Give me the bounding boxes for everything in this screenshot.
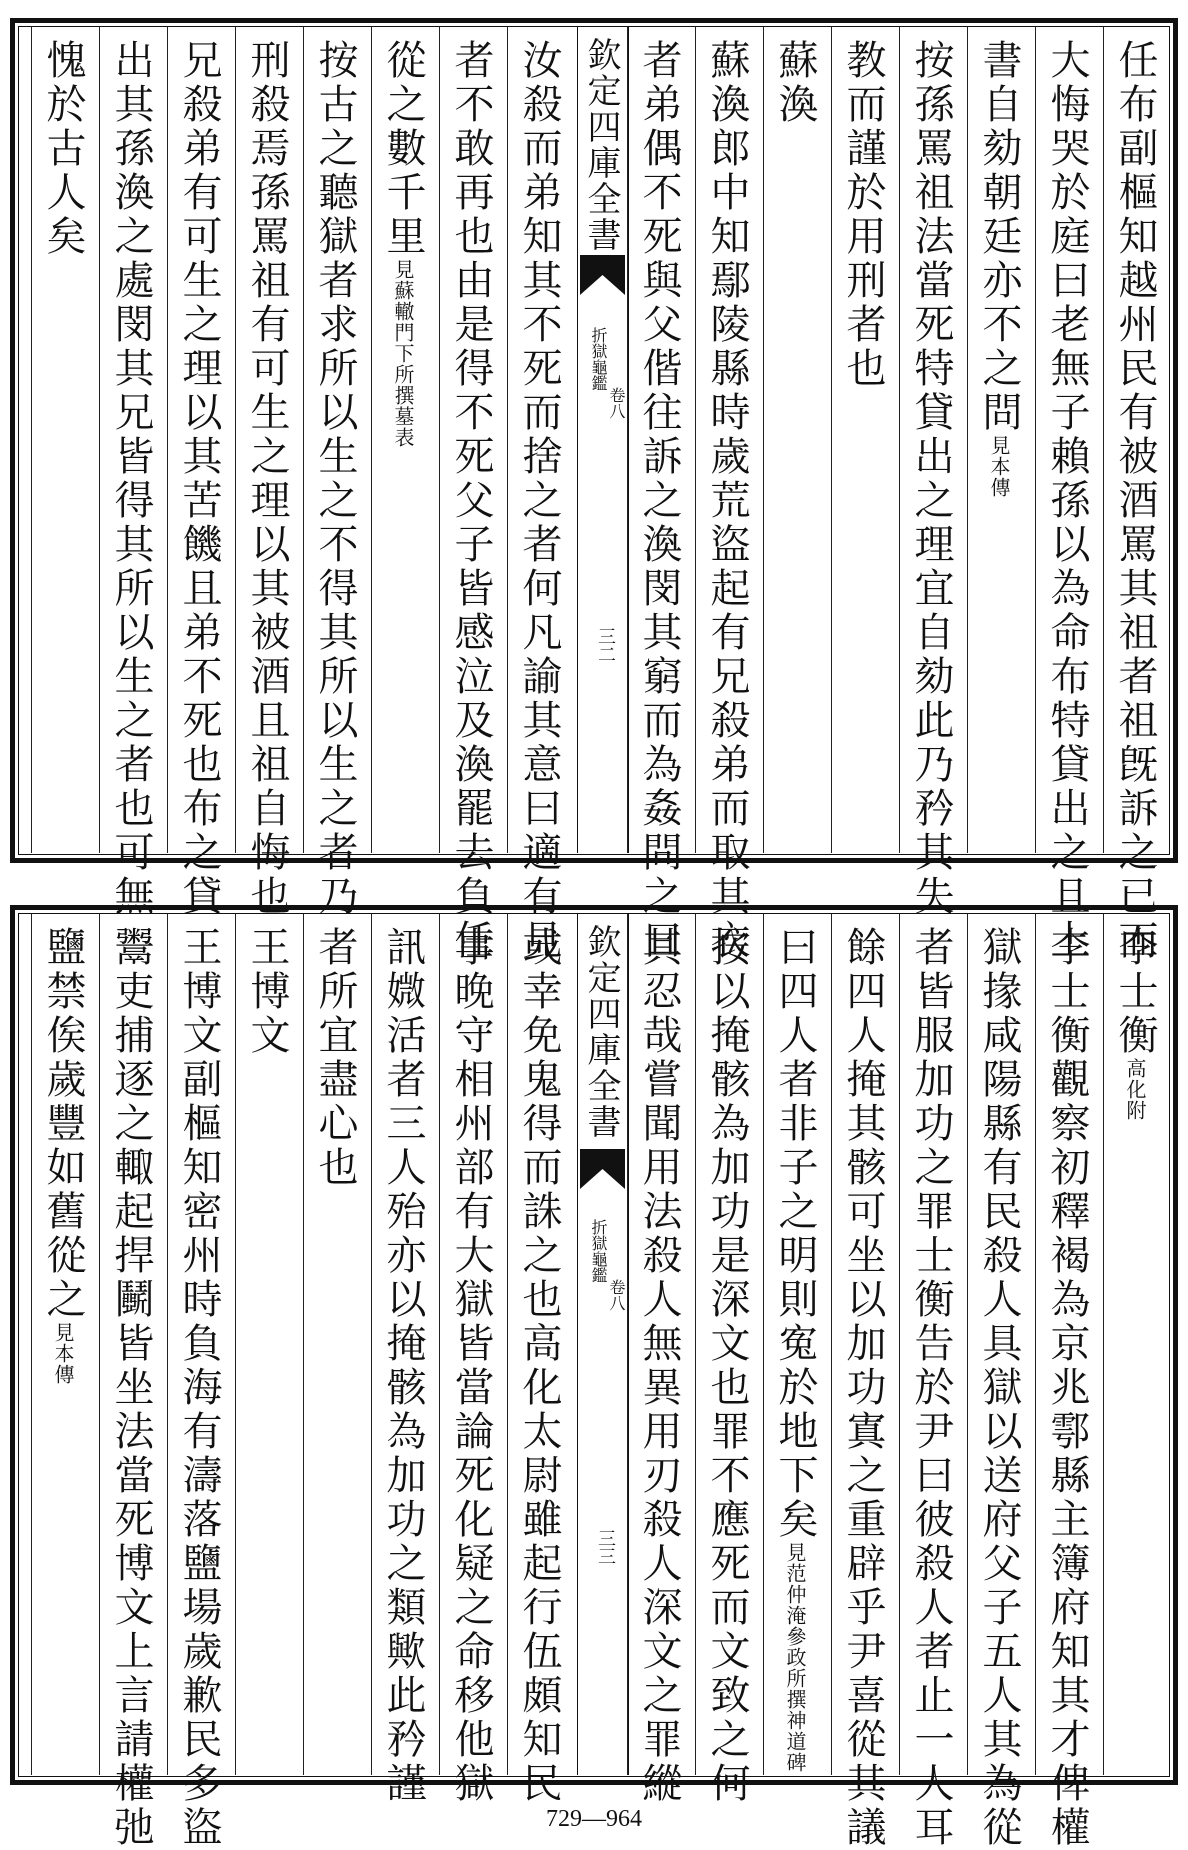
column-annotation: 高化附 [1123, 1058, 1147, 1121]
fishtail-mark [578, 255, 627, 311]
column-divider [1035, 27, 1036, 853]
text-column [976, 39, 1022, 845]
column-divider [167, 27, 168, 853]
text-column [516, 926, 562, 1806]
column-divider [831, 914, 832, 1775]
text-column [704, 926, 750, 1806]
column-text: 刑殺焉孫罵祖有可生之理以其被酒且祖自悔也 [244, 39, 290, 919]
column-divider [763, 914, 764, 1775]
text-column [244, 39, 290, 919]
column-divider [167, 914, 168, 1775]
column-text: 出其孫渙之處閔其兄皆得其所以生之者也可無 [108, 39, 154, 919]
column-text: 愧於古人矣 [40, 39, 86, 259]
column-text: 從之數千里 [380, 39, 426, 259]
column-text: 餘四人掩其骸可坐以加功寘之重辟乎尹喜從其議 [840, 926, 886, 1850]
text-column [908, 39, 954, 919]
column-divider [695, 27, 696, 853]
column-text: 按以掩骸為加功是深文也罪不應死而文致之何 [704, 926, 750, 1806]
column-divider [1103, 27, 1104, 853]
text-column [176, 926, 222, 1850]
column-divider [507, 27, 508, 853]
column-annotation: 見本傳 [987, 435, 1011, 498]
column-divider [627, 27, 628, 853]
column-divider [439, 914, 440, 1775]
center-book-title: 折獄龜鑑 [589, 327, 608, 391]
column-divider [235, 27, 236, 853]
text-column [448, 39, 494, 963]
column-text: 者不敢再也由是得不死父子皆感泣及渙罷去負任 [448, 39, 494, 963]
column-divider [763, 27, 764, 853]
column-divider [1035, 914, 1036, 1775]
text-column [976, 926, 1022, 1850]
column-text: 王博文 [244, 926, 290, 1058]
column-text: 獄掾咸陽縣有民殺人具獄以送府父子五人其為從 [976, 926, 1022, 1850]
column-text: 大悔哭於庭曰老無子賴孫以為命布特貸出之且上 [1044, 39, 1090, 963]
column-text: 事晚守相州部有大獄皆當論死化疑之命移他獄 [448, 926, 494, 1806]
column-annotation: 見范仲淹參政所撰神道碑 [783, 1542, 807, 1773]
column-divider [371, 27, 372, 853]
center-book-title: 折獄龜鑑 [589, 1219, 608, 1283]
text-column [40, 926, 86, 1767]
column-divider [967, 27, 968, 853]
column-text: 鹽禁俟歲豐如舊從之 [40, 926, 86, 1322]
column-text: 李士衡 [1112, 926, 1158, 1058]
column-text: 書自劾朝廷亦不之問 [976, 39, 1022, 435]
text-column [704, 39, 750, 963]
center-page-number: 三三 [595, 1529, 616, 1565]
text-column [772, 39, 818, 845]
column-divider [831, 27, 832, 853]
text-column [40, 39, 86, 845]
text-column [1044, 39, 1090, 963]
center-page-number: 三二 [595, 627, 616, 663]
column-text: 李士衡觀察初釋褐為京兆鄠縣主簿府知其才俾權 [1044, 926, 1090, 1850]
column-divider [507, 914, 508, 1775]
column-text: 或幸免鬼得而誅之也高化太尉雖起行伍頗知民 [516, 926, 562, 1806]
column-divider [99, 914, 100, 1775]
text-column [636, 926, 682, 1806]
text-column [108, 39, 154, 919]
center-volume: 卷八 [607, 387, 626, 419]
column-text: 者弟偶不死與父偕往訴之渙閔其窮而為姦問之曰 [636, 39, 682, 963]
column-divider [303, 27, 304, 853]
text-column [448, 926, 494, 1806]
bottom-center-fold [577, 914, 629, 1775]
column-annotation: 見蘇轍門下所撰墓表 [391, 259, 415, 448]
text-column [176, 39, 222, 919]
column-text: 者所宜盡心也 [312, 926, 358, 1190]
text-column [380, 39, 426, 845]
text-column [636, 39, 682, 963]
column-text: 其忍哉嘗聞用法殺人無異用刃殺人深文之罪縱 [636, 926, 682, 1806]
page-footer-number: 729—964 [546, 1806, 642, 1832]
text-column [840, 39, 886, 845]
text-column [380, 926, 426, 1806]
column-divider [439, 27, 440, 853]
top-inner-frame [18, 26, 1170, 963]
column-divider [695, 914, 696, 1775]
text-column [772, 926, 818, 1773]
column-text: 兄殺弟有可生之理以其苦饑且弟不死也布之貸 [176, 39, 222, 919]
text-column [312, 926, 358, 1767]
column-text: 蘇渙 [772, 39, 818, 127]
column-text: 訊媺活者三人殆亦以掩骸為加功之類歟此矜謹 [380, 926, 426, 1806]
column-divider [99, 27, 100, 853]
column-text: 教而謹於用刑者也 [840, 39, 886, 391]
column-text: 曰四人者非子之明則寃於地下矣 [772, 926, 818, 1542]
text-column [516, 39, 562, 963]
top-center-fold [577, 27, 629, 853]
column-divider [371, 914, 372, 1775]
column-text: 者皆服加功之罪士衡告於尹曰彼殺人者止一人耳 [908, 926, 954, 1850]
center-volume: 卷八 [607, 1279, 626, 1311]
column-text: 汝殺而弟知其不死而捨之者何凡諭其意曰適有見 [516, 39, 562, 963]
column-text: 王博文副樞知密州時負海有濤落鹽場歲歉民多盜 [176, 926, 222, 1850]
center-title: 欽定四庫全書 [581, 924, 621, 1140]
text-column [108, 926, 154, 1850]
text-column [908, 926, 954, 1850]
text-column [312, 39, 358, 919]
column-divider [303, 914, 304, 1775]
column-divider [1103, 914, 1104, 1775]
column-divider [627, 914, 628, 1775]
column-divider [899, 27, 900, 853]
fishtail-mark [578, 1149, 627, 1205]
column-text: 按孫罵祖法當死特貸出之理宜自劾此乃矜其失 [908, 39, 954, 919]
column-divider [967, 914, 968, 1775]
column-divider [899, 914, 900, 1775]
text-column [1112, 926, 1158, 1767]
text-column [1044, 926, 1090, 1850]
column-text: 按古之聽獄者求所以生之不得其所以生之者乃 [312, 39, 358, 919]
column-divider [235, 914, 236, 1775]
column-divider [31, 914, 32, 1775]
text-column [244, 926, 290, 1767]
column-annotation: 見本傳 [51, 1322, 75, 1385]
text-column [1112, 39, 1158, 963]
column-text: 任布副樞知越州民有被酒罵其祖者祖旣訴之已而 [1112, 39, 1158, 963]
column-text: 蘇渙郎中知鄢陵縣時歲荒盜起有兄殺弟而取其衣 [704, 39, 750, 963]
column-text: 鬻吏捕逐之輙起捍鬭皆坐法當死博文上言請權弛 [108, 926, 154, 1850]
column-divider [31, 27, 32, 853]
text-column [840, 926, 886, 1850]
center-title: 欽定四庫全書 [581, 37, 621, 253]
